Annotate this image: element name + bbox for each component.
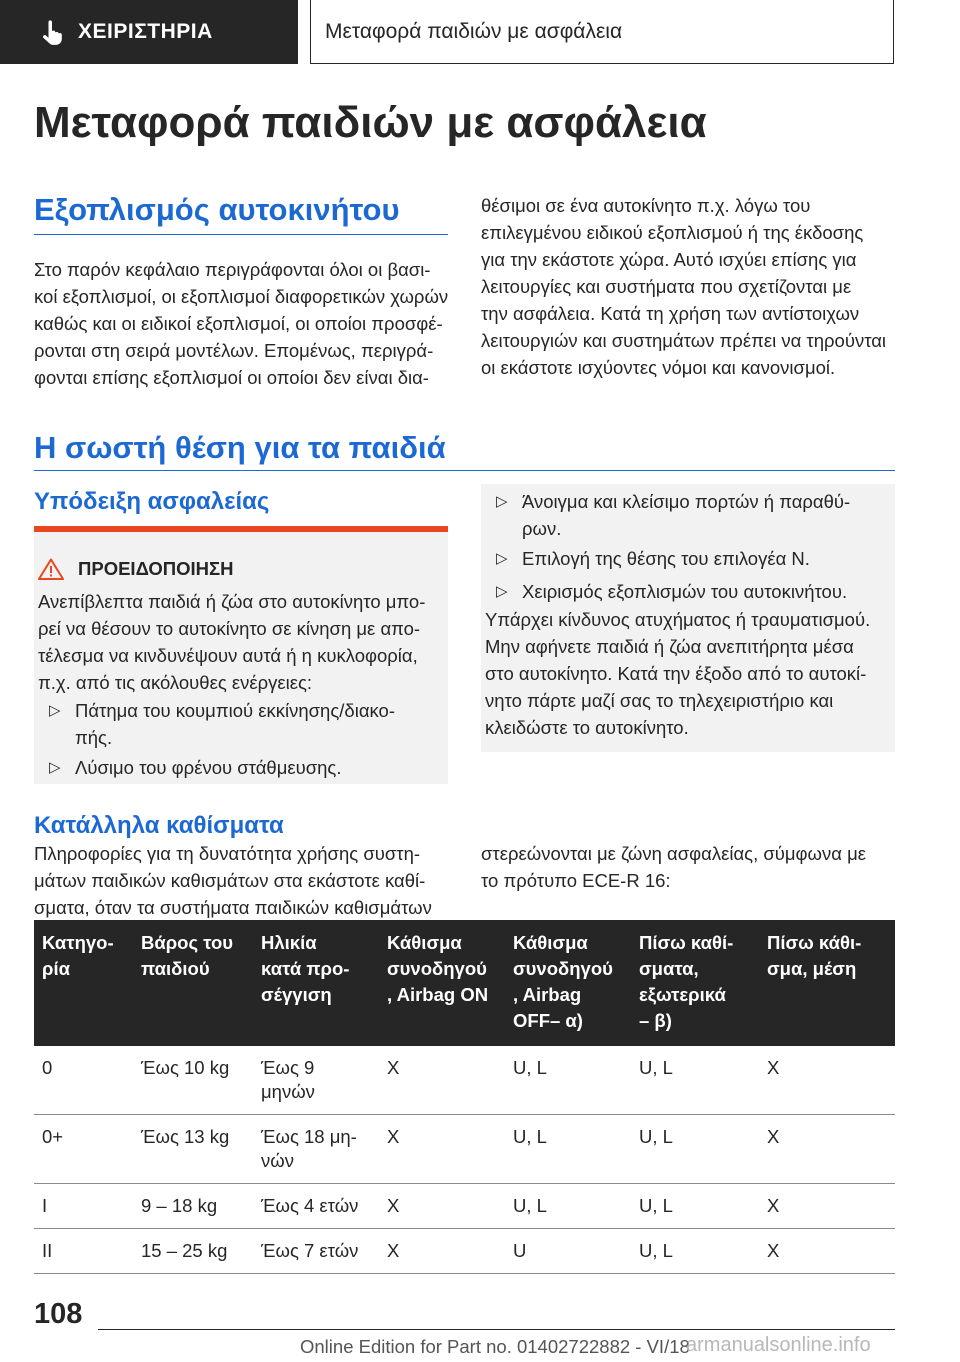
edition-text: Online Edition for Part no. 01402722882 - VI/18 — [300, 1336, 690, 1357]
page-title: Μεταφορά παιδιών με ασφάλεια — [34, 98, 707, 147]
bullet-triangle-icon: ▷ — [496, 583, 508, 600]
header-category: Κατηγο- ρία — [34, 920, 133, 1046]
table-row: I 9 – 18 kg Έως 4 ετών X U, L U, L X — [34, 1184, 895, 1229]
position-rule — [34, 470, 895, 471]
list-item: ▷ Χειρισμός εξοπλισμών του αυτοκινήτου. — [522, 578, 847, 605]
warning-text-right: Υπάρχει κίνδυνος ατυχήματος ή τραυματισμού. Μην αφήνετε παιδιά ή ζώα ανεπιτήρητα μέσα στο αυτοκίνητο. Κατά την έξοδο από το αυτοκί- νητο πάρτε μαζί σας το τηλεχειριστήριο και κλειδώστε το αυτοκίνητο. — [485, 609, 871, 738]
safety-subheading: Υπόδειξη ασφαλείας — [34, 488, 270, 515]
footer-rule — [98, 1329, 895, 1330]
seats-text-left: Πληροφορίες για τη δυνατότητα χρήσης συστη- μάτων παιδικών καθισμάτων στα εκάστοτε καθί- σματα, όταν τα συστήματα παιδικών καθισμάτων — [34, 843, 432, 918]
list-item: ▷ Πάτημα του κουμπιού εκκίνησης/διακο- πής. — [75, 697, 395, 751]
seats-text-right: στερεώνονται με ζώνη ασφαλείας, σύμφωνα με το πρότυπο ECE-R 16: — [481, 843, 866, 891]
child-seat-table — [34, 920, 895, 1274]
table-header-row — [34, 920, 895, 1046]
equipment-heading: Εξοπλισμός αυτοκινήτου — [34, 192, 400, 227]
header-rear-middle: Πίσω κάθι- σμα, μέση — [759, 920, 895, 1046]
seats-heading: Κατάλληλα καθίσματα — [34, 812, 284, 839]
header-age: Ηλικία κατά προ- σέγγιση — [253, 920, 379, 1046]
warning-label: ΠΡΟΕΙΔΟΠΟΙΗΣΗ — [78, 558, 234, 579]
header-passenger-airbag-off: Κάθισμα συνοδηγού , Airbag OFF– α) — [505, 920, 631, 1046]
equipment-text-right: θέσιμοι σε ένα αυτοκίνητο π.χ. λόγω του επιλεγμένου ειδικού εξοπλισμού ή της έκδοσης για την εκάστοτε χώρα. Αυτό ισχύει επίσης για λειτουργίες και συστήματα που σχετίζονται με την ασφάλεια. Κατά τη χρήση των αντίστοιχων λειτουργιών και συστημάτων πρέπει να τηρούνται οι εκάστοτε ισχύοντες νόμοι και κανονισμοί. — [481, 195, 887, 378]
header-passenger-airbag-on: Κάθισμα συνοδηγού , Airbag ON — [379, 920, 505, 1046]
warning-header — [38, 558, 233, 580]
section-label: ΧΕΙΡΙΣΤΗΡΙΑ — [78, 20, 213, 43]
section-tab — [0, 0, 298, 64]
position-heading: Η σωστή θέση για τα παιδιά — [34, 430, 446, 465]
header-rear-outer: Πίσω καθί- σματα, εξωτερικά – β) — [631, 920, 759, 1046]
warning-text: Ανεπίβλεπτα παιδιά ή ζώα στο αυτοκίνητο μπο- ρεί να θέσουν το αυτοκίνητο σε κίνηση με απο- τέλεσμα να κινδυνέψουν αυτά ή η κυκλοφορία, π.χ. από τις ακόλουθες ενέργειες: — [38, 591, 426, 693]
watermark: armanualsonline.info — [686, 1334, 871, 1356]
page-number: 108 — [34, 1298, 83, 1330]
header-weight: Βάρος του παιδιού — [133, 920, 253, 1046]
table-row: II 15 – 25 kg Έως 7 ετών X U U, L X — [34, 1229, 895, 1274]
chapter-header — [310, 0, 894, 64]
list-item: ▷ Άνοιγμα και κλείσιμο πορτών ή παραθύ- ρων. — [522, 488, 850, 542]
warning-triangle-icon — [38, 558, 64, 580]
table-row: 0+ Έως 13 kg Έως 18 μη- νών X U, L U, L X — [34, 1115, 895, 1184]
table-row: 0 Έως 10 kg Έως 9 μηνών X U, L U, L X — [34, 1046, 895, 1115]
hand-touch-icon — [38, 18, 66, 46]
bullet-triangle-icon: ▷ — [49, 759, 61, 776]
list-item: ▷ Λύσιμο του φρένου στάθμευσης. — [75, 754, 341, 781]
bullet-triangle-icon: ▷ — [496, 493, 508, 510]
equipment-text-left: Στο παρόν κεφάλαιο περιγράφονται όλοι οι βασι- κοί εξοπλισμοί, οι εξοπλισμοί διαφορετικών χωρών καθώς και οι ειδικοί εξοπλισμοί, οι οποίοι προσφέ- ρονται στη σειρά μοντέλων. Επομένως, περιγρά- φονται επίσης εξοπλισμοί οι οποίοι δεν είναι δια- — [34, 259, 449, 388]
bullet-triangle-icon: ▷ — [49, 702, 61, 719]
list-item: ▷ Επιλογή της θέσης του επιλογέα N. — [522, 545, 810, 572]
bullet-triangle-icon: ▷ — [496, 550, 508, 567]
chapter-label: Μεταφορά παιδιών με ασφάλεια — [325, 19, 623, 43]
equipment-rule — [34, 234, 448, 235]
